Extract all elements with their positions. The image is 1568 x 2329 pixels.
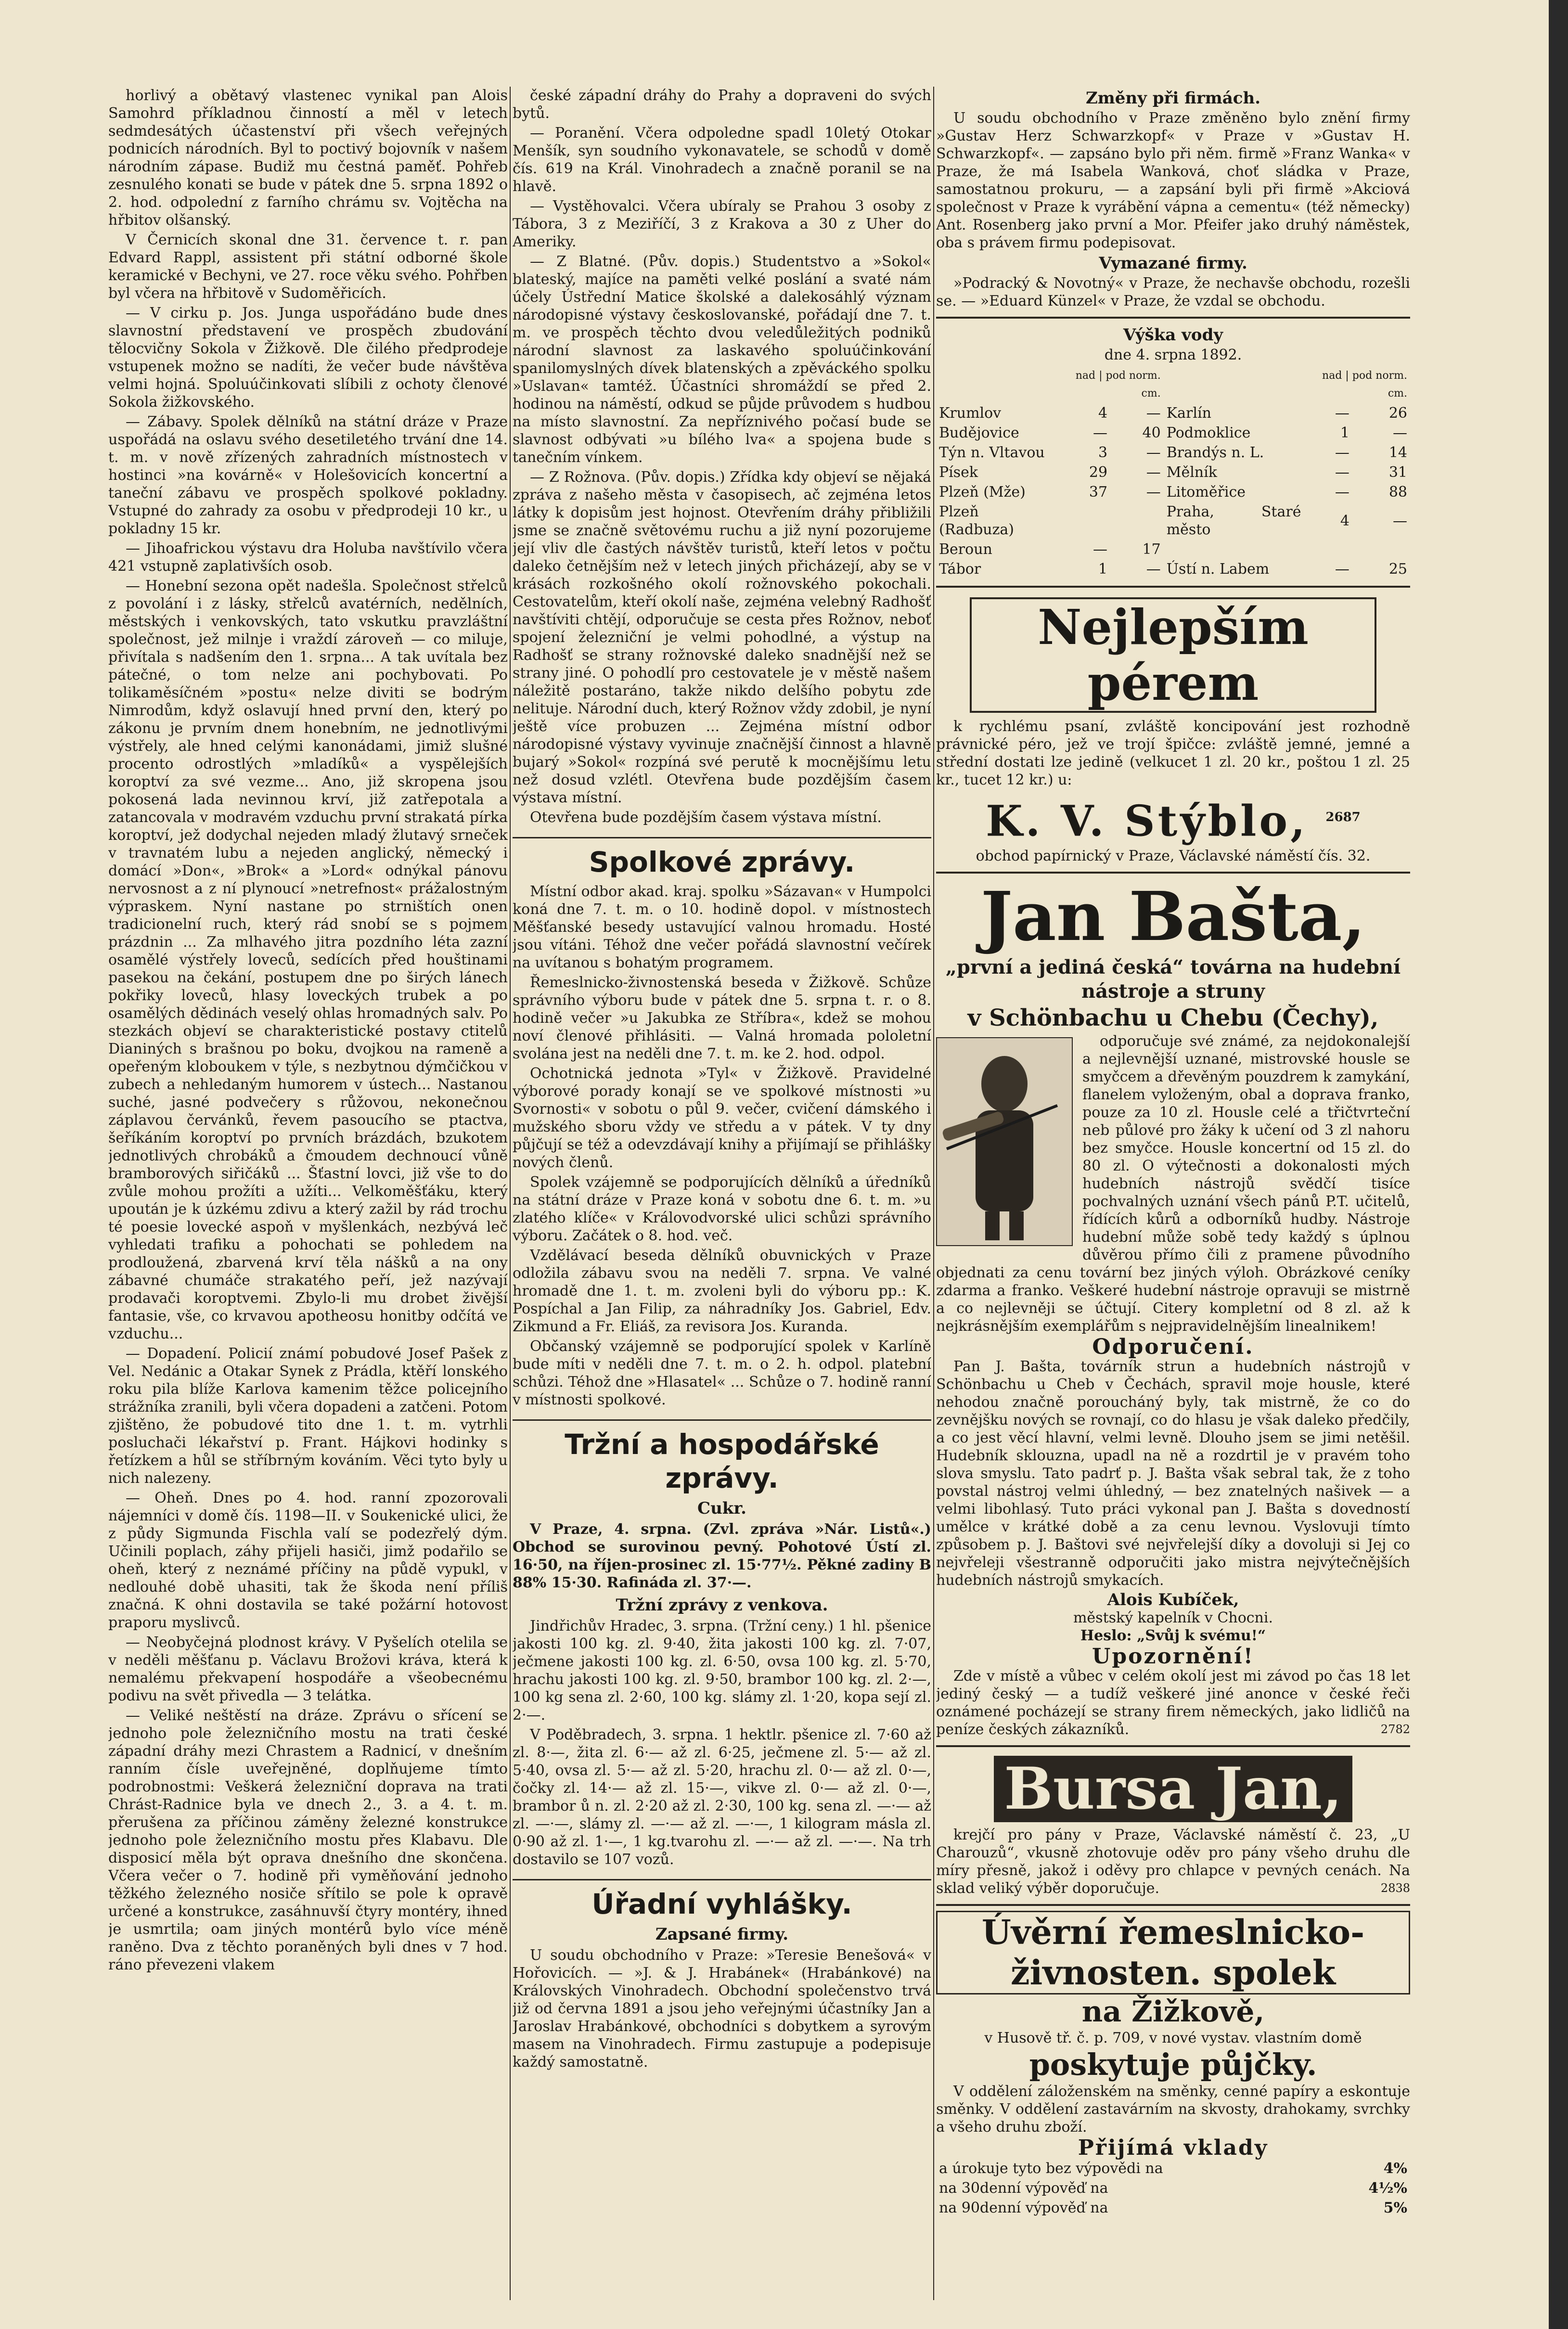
table-cell xyxy=(1304,540,1352,559)
table-cell: 1 xyxy=(1098,561,1108,578)
table-cell xyxy=(1164,540,1304,559)
table-cell: 1 xyxy=(1340,425,1350,441)
section-heading-uradni: Úřadní vyhlášky. xyxy=(513,1879,931,1921)
table-row xyxy=(936,423,1410,443)
table-cell: Budějovice xyxy=(939,425,1019,441)
signature-name: Alois Kubíček, xyxy=(1107,1590,1239,1610)
ad-nejlepsim-perem xyxy=(936,586,1410,865)
table-cell: 31 xyxy=(1388,464,1407,481)
table-cell xyxy=(1110,502,1164,540)
heading-odporuceni: Odporučení. xyxy=(1092,1335,1254,1360)
table-cell: Krumlov xyxy=(939,405,1002,422)
table-cell: — xyxy=(1335,484,1350,501)
table-row xyxy=(936,403,1410,423)
paragraph: — Vystěhovalci. Včera ubíraly se Prahou 3 osoby z Tábora, 3 z Meziříčí, 3 z Krakova a 30 z Uher do Ameriky. xyxy=(513,198,931,250)
table-cell: — xyxy=(1335,464,1350,481)
table-cell: Týn n. Vltavou xyxy=(939,444,1045,461)
table-cell: 26 xyxy=(1388,405,1407,422)
column-header: nad | pod norm. cm. xyxy=(1322,370,1407,399)
deposits-table xyxy=(936,2159,1410,2218)
table-cell: 40 xyxy=(1142,425,1161,441)
water-level-table xyxy=(936,366,1410,579)
table-cell: — xyxy=(1335,561,1350,578)
table-cell: 5% xyxy=(1383,2200,1407,2217)
table-cell: — xyxy=(1393,512,1407,529)
table-cell: Podmoklice xyxy=(1166,425,1251,441)
table-row xyxy=(936,502,1410,540)
table-cell: — xyxy=(1146,561,1161,578)
ad-location: na Žižkově, xyxy=(1081,1995,1265,2029)
paragraph: Jindřichův Hradec, 3. srpna. (Tržní ceny.) 1 hl. pšenice jakosti 100 kg. zl. 9·40, žita jakosti 100 kg. zl. 7·07, ječmene jakosti 100 kg. zl. 6·50, ovsa 100 kg. zl. 5·70, hrachu jakosti 100 kg. zl. 9·50, brambor 100 kg. zl. 2·—, 100 kg sena zl. 2·60, 100 kg. slámy zl. 1·20, kopa sejí zl. 2·—. xyxy=(513,1618,931,1724)
water-level-box xyxy=(936,317,1410,579)
table-row xyxy=(936,2178,1410,2198)
table-cell: Beroun xyxy=(939,541,992,558)
paragraph: Místní odbor akad. kraj. spolku »Sázavan« v Humpolci koná dne 7. t. m. o 10. hodině dopol. v místnostech Měšťanské besedy ustavující valnou hromadu. Hosté jsou vítáni. Téhož dne večer pořádá slavnostní večírek na uvítanou s bohatým programem. xyxy=(513,883,931,971)
table-cell: — xyxy=(1093,425,1108,441)
table-row xyxy=(936,2198,1410,2218)
ad-body: krejčí pro pány v Praze, Václavské náměstí č. 23, „U Charouzů“, vkusně zhotovuje oděv pro pány všeho druhu dle míry přesně, jakož i oděvy pro chlapce v pevných cenách. Na sklad veliký výběr doporučuje. xyxy=(936,1827,1410,1897)
table-cell: a úrokuje tyto bez výpovědi na xyxy=(939,2160,1163,2177)
column-rule xyxy=(933,87,934,2300)
ad-company-name xyxy=(936,791,1410,847)
table-cell: 14 xyxy=(1388,444,1407,461)
table-cell: 3 xyxy=(1098,444,1108,461)
table-cell: — xyxy=(1393,425,1407,441)
ad-text: k rychlému psaní, zvláště koncipování jest rozhodně právnické péro, jež ve trojí špičce: zvláště jemné, jemné a střední dostati lze jedině (velkucet 1 zl. 20 kr., poštou 1 zl. 25 kr., tucet 12 kr.) u: xyxy=(936,718,1410,788)
violinist-illustration xyxy=(936,1037,1073,1246)
ad-number: 2782 xyxy=(1380,1723,1410,1737)
ad-uverni-spolek xyxy=(936,1904,1410,2218)
table-cell: 29 xyxy=(1089,464,1108,481)
paragraph: — Veliké neštěstí na dráze. Zprávu o sřícení se jednoho pole železničního mostu na trati české západní dráhy mezi Chrastem a Radnicí, v dnešním ranním čísle uveřejněné, doplňujeme tímto podrobnostmi: Veškerá železniční doprava na trati Chrást-Radnice byla ve dnech 2., 3. a 4. t. m. přerušena za příčinou záměny železné konstrukce jednoho pole železničního mostu přes Klabavu. Dle disposicí měla být oprava dnešního dne skončena. Včera večer o 7. hodině při vyměňování jednoho těžkého železného nosiče sřítilo se pole k opravě určené a konstrukce, zasáhnuvší čtyry montéry, ihned je usmrtila; oam jiných montérů bylo více méně raněno. Dva z těchto poraněných byli dnes v 7 hod. ráno převezeni vlakem xyxy=(108,1707,508,1973)
table-cell: — xyxy=(1146,464,1161,481)
paragraph: české západní dráhy do Prahy a dopraveni do svých bytů. xyxy=(513,87,931,122)
paragraph: V Černicích skonal dne 31. července t. r. pan Edvard Rappl, assistent při státní odborné škole keramické v Bechyni, ve 27. roce věku svého. Pohřben byl včera na hřbitově v Sudoměřicích. xyxy=(108,232,508,302)
paragraph: V Poděbradech, 3. srpna. 1 hektlr. pšenice zl. 7·60 až zl. 8·—, žita zl. 6·— až zl. 6·25, ječmene zl. 5·— až zl. 5·40, ovsa zl. 5·— až zl. 5·20, hrachu zl. 0·— až zl. 0·—, čočky zl. 14·— až zl. 15·—, vikve zl. 0·— až zl. 0·—, brambor ů n. zl. 2·20 až zl. 2·30, 100 kg. sena zl. —·— až zl. —·—, slámy zl. —·— až zl. —·—, 1 kilogram másla zl. 0·90 až zl. 1·—, 1 kg.tvarohu zl. —·— až zl. —·—. Na trh dostavilo se 107 vozů. xyxy=(513,1726,931,1868)
paragraph: U soudu obchodního v Praze: »Teresie Benešová« v Hořovicích. — »J. & J. Hrabánek« (Hrabánkové) na Královských Vinohradech. Obchodní společenstvo trvá již od června 1891 a jsou jeho veřejnými účastníky Jan a Jaroslav Hrabánkové, obchodníci s dobytkem a syrovým masem na Vinohradech. Firmu zastupuje a podepisuje každý samostatně. xyxy=(513,1947,931,2071)
paragraph: Vzdělávací beseda dělníků obuvnických v Praze odložila zábavu svou na neděli 7. srpna. Ve valné hromadě dne 1. t. m. zvoleni byli do výboru pp.: K. Pospíchal a Jan Filip, za náhradníky Jos. Gabriel, Edv. Zikmund a Fr. Eliáš, za revisora Jos. Kuranda. xyxy=(513,1247,931,1335)
heading-upozorneni: Upozornění! xyxy=(1092,1644,1254,1669)
ad-address: v Husově tř. č. p. 709, v nové vystav. vlastním domě xyxy=(984,2030,1362,2047)
table-cell: Tábor xyxy=(939,561,981,578)
motto: Heslo: „Svůj k svému!“ xyxy=(1080,1627,1266,1645)
table-cell: Brandýs n. L. xyxy=(1166,444,1264,461)
paragraph: — Oheň. Dnes po 4. hod. ranní zpozorovali nájemníci v domě čís. 1198—II. v Soukenické ulici, že z půdy Sigmunda Fischla valí se podezřelý dým. Učinili poplach, záhy přijeli hasiči, jimž podařilo se oheň, který z neznámé příčiny na půdě vypukl, v nedlouhé době uhasiti, tak že škoda není příliš značná. K ohni dostavila se také požární hotovost praporu myslivců. xyxy=(108,1490,508,1631)
table-cell: 88 xyxy=(1388,484,1407,501)
column-3 xyxy=(936,87,1410,2300)
table-cell: Karlín xyxy=(1166,405,1211,422)
table-cell: 4% xyxy=(1383,2160,1407,2177)
paragraph: — Neobyčejná plodnost krávy. V Pyšelích otelila se v neděli měšťanu p. Václavu Brožovi kráva, která k nemalému překvapení hospodáře a všeobecnému podivu na svět přivedla — 3 telátka. xyxy=(108,1634,508,1704)
table-cell: — xyxy=(1335,405,1350,422)
table-cell: Plzeň (Mže) xyxy=(939,484,1026,501)
ad-offer: poskytuje půjčky. xyxy=(1029,2047,1317,2083)
paragraph: — Z Blatné. (Pův. dopis.) Studentstvo a »Sokol« blateský, majíce na paměti velké poslání a svaté nám účely Ústřední Matice školské a dalekosáhlý význam národopisné výstavy českoslovanské, pořádají dne 7. t. m. ve prospěch těchto dvou veledůležitých podniků národní slavnost za laskavého spoluúčinkování spanilomyslných dívek blatenských a zpěváckého spolku »Uslavan« tamtéž. Účastníci shromáždí se před 2. hodinou na náměstí, odkud se půjde průvodem s hudbou na místo slavnostní. Za nepříznivého počasí bude se slavnost odbývati »u bílého lva« a spojena bude s tanečním vínkem. xyxy=(513,253,931,466)
paragraph: — Poranění. Včera odpoledne spadl 10letý Otokar Menšík, syn soudního vykonavatele, se schodů v domě čís. 619 na Král. Vinohradech a značně poranil se na hlavě. xyxy=(513,125,931,195)
table-cell xyxy=(1352,540,1410,559)
table-row xyxy=(936,482,1410,502)
paragraph: — Honební sezona opět nadešla. Společnost střelců z povolání i z lásky, střelců avatérních, nedělních, městských i venkovských, tato vskutku pravzláštní společnost, jež milnje i vraždí zároveň — co miluje, přivítala s nadšením den 1. srpna... A tak uvítala bez pátečné, o tom nelze ani pochybovati. Po tolikaměsíčném »postu« nelze diviti se bodrým Nimrodům, když oslavují hned první den, který po zákonu je prvním dnem honebním, ne jednotlivými výstřely, ale hned celými kanonádami, jimiž slušné procento odrostlých »mladíků« a vyspělejších koroptví za své vezme... Ano, již skropena jsou pokosená lada nevinnou krví, již zatřepotala a zatancovala v modravém vzduchu první strakatá pírka koroptví, jež dodychal nejeden mladý žlutavý srneček v travnatém lubu a nejeden anglický, německý i domácí »Don«, »Brok« a »Lord« odnýkal pánovu nervosnost a z ní plynoucí »netrefnost« prážalostným výpraskem. Nyní nastane po strništích onen tradicionelní ruch, který rád snobí se s pojmem prázdnin ... Za mlhavého jitra pozdního léta zazní osamělé výstřely loveců, sedících před houštinami pasekou na čekání, postupem dne po širých lánech pokřiky loveců, hlasy loveckých trubek a po osamělých dědinách veselý ohlas hromadných salv. Po stezkách objeví se charakteristické postavy ctitelů Dianiných s brašnou po boku, dvojkou na rameně a opeřeným kloboukem v týle, s nezbytnou dýmčičkou v zubech a nehledaným humorem v ústech... Nastanou suché, jasné podvečery s růžovou, nekonečnou záplavou červánků, řevem pasoucího se ptactva, šeříkáním koroptví po prvních brázdách, bzukotem jednotlivých chrobáků a čmoudem dechnoucí vůně bramborových siřičáků ... Šťastní lovci, již vše to do zvůle mohou prožíti a užíti... Velkoměšťáku, který upoután je k úzkému zdivu a který zažil by rád trochu té poesie lovecké aspoň v myšlenkách, nezbývá leč vyhledati trafiku a pohochati se pohledem na prodloužená, zbarvená krví těla nášků a na ony zábavné chumáče strakatého peří, jež nazývají prodavači koroptvemi. Zbylo-li mu drobet živější fantasie, vše, co krvavou apotheosu honitby odčítá ve vzduchu... xyxy=(108,578,508,1342)
subheading-zapsane: Zapsané firmy. xyxy=(655,1925,789,1944)
ad-headline: Nejlepším pérem xyxy=(970,597,1376,713)
paragraph: V Praze, 4. srpna. (Zvl. zpráva »Nár. Listů«.) Obchod se surovinou pevný. Pohotové Ústí zl. 16·50, na říjen-prosinec zl. 15·77½. Pěkné zadiny B 88% 15·30. Rafináda zl. 37·—. xyxy=(513,1521,931,1591)
water-level-date: dne 4. srpna 1892. xyxy=(1104,347,1242,363)
ad-bursa-jan xyxy=(936,1745,1410,1897)
heading-vklady: Přijímá vklady xyxy=(1078,2136,1269,2161)
paragraph: — Jihoafrickou výstavu dra Holuba navštívilo včera 421 vstupně zaplativších osob. xyxy=(108,540,508,575)
paragraph: — Zábavy. Spolek dělníků na státní dráze v Praze uspořádá na oslavu svého desetiletého trvání dne 14. t. m. v nově zřízených zahradních místnostech v hostinci »na kovárně« v Holešovicích koncertní a taneční zábavu ve prospěch spolkové pokladny. Vstupné do zahrady za osobu v předprodeji 10 kr., u pokladny 15 kr. xyxy=(108,413,508,537)
table-cell: 4½% xyxy=(1368,2180,1407,2197)
table-cell: — xyxy=(1146,405,1161,422)
ad-jan-basta xyxy=(936,872,1410,1738)
paragraph: U soudu obchodního v Praze změněno bylo znění firmy »Gustav Herz Schwarzkopf« v Praze v »Gustav H. Schwarzkopf«. — zapsáno bylo při něm. firmě »Franz Wanka« v Praze, že má Isabela Wanková, choť sládka v Praze, samostatnou prokuru, — a zapsání byli při firmě »Akciová společnost v Praze k vyrábění vápna a cementu« (též německy) Ant. Rosenberg jako první a Mor. Pfeifer jako druhý náměstek, oba s právem firmu podepisovat. xyxy=(936,110,1410,251)
paragraph: — Z Rožnova. (Pův. dopis.) Zřídka kdy objeví se nějaká zpráva z našeho města v časopisech, ač zejména letos látky k dopisům jest hojnost. Otevřením dráhy přibližili jsme se značně světovému ruchu a již nyní pozorujeme její vliv dle častých návštěv turistů, kteří letos v počtu daleko četnějším než v letech jiných přicházejí, aby se v krásách rozkošného okolí rožnovského pokochali. Cestovatelům, kteří okolí naše, zejména velebný Radhošť navštíviti chtějí, odporučuje se cesta přes Rožnov, neboť spojení železniční je velmi pohodlné, a výstup na Radhošť se strany rožnovské daleko snadnější než se strany jiné. O pohodlí pro cestovatele je v městě našem náležitě postaráno, takže nikdo delšího pobytu zde nelituje. Národní duch, který Rožnov vždy zdobil, je nyní ještě více probuzen ... Zejména místní odbor národopisné výstavy vyvinuje značnější činnost a hlavně bujarý »Sokol« rozpíná své perutě k mocnějšímu letu než dosud vzlétl. Otevřena bude pozdějším časem výstava místní. xyxy=(513,469,931,806)
table-cell: — xyxy=(1093,541,1108,558)
table-cell: Praha, Staré město xyxy=(1166,503,1301,538)
table-cell xyxy=(1057,502,1110,540)
table-row xyxy=(936,443,1410,463)
table-cell: Plzeň (Radbuza) xyxy=(939,503,1014,538)
table-cell: Mělník xyxy=(1166,464,1217,481)
table-cell: na 30denní výpověď na xyxy=(939,2180,1108,2197)
ad-number: 2687 xyxy=(1325,810,1361,824)
page-edge xyxy=(1549,0,1568,2329)
table-row xyxy=(936,463,1410,482)
table-row xyxy=(936,559,1410,579)
table-cell: — xyxy=(1146,444,1161,461)
column-header: nad | pod norm. cm. xyxy=(1075,370,1161,399)
signature-title: městský kapelník v Chocni. xyxy=(1073,1609,1273,1627)
subheading-cukr: Cukr. xyxy=(697,1499,746,1518)
ad-text: odporučuje své známé, za nejdokonalejší a nejlevnější uznané, mistrovské housle se smyčcem a dřevěným pouzdrem k zamykání, flanelem vyloženým, obal a doprava franko, pouze za 10 zl. Housle celé a třičtvrteční neb půlové pro žáky k učení od 3 zl nahoru bez smyčce. Housle koncertní od 15 zl. do 80 zl. O výtečnosti a dokonalosti mých hudebních nástrojů svědčí tisíce pochvalných uznání všech pánů P.T. učitelů, řídících kůrů a odborníků hudby. Nástroje hudební může sobě tedy každý s úplnou důvěrou přímo čili z pramene původního objednati za cenu tovární bez jiných výloh. Obrázkové ceníky zdarma a franko. Veškeré hudební nástroje opravuji se mistrně a co nejlevněji se účtují. Citery kompletní od 8 zl. až k nejkrásnějším exemplářům s nejpravidelnějším linealnikem! xyxy=(936,1033,1410,1335)
column-2 xyxy=(513,87,931,2300)
paragraph: horlivý a obětavý vlastenec vynikal pan Alois Samohrd příkladnou činností a měl v letech sedmdesátých účastenství při všech veřejných podnicích národních. Byl to poctivý bojovník v našem národním zápase. Budiž mu čestná paměť. Pohřeb zesnulého konati se bude v pátek dne 5. srpna 1892 o 2. hod. odpolední z farního chrámu sv. Vojtěcha na hřbitov olšanský. xyxy=(108,87,508,229)
table-row xyxy=(936,2159,1410,2178)
ad-text: Pan J. Bašta, továrník strun a hudebních nástrojů v Schönbachu u Cheb v Čechách, spravil moje housle, které nehodou značně poroucháný byly, tak mistrně, že co do zevnějšku nových se rovnají, co do hlasu je však daleko předčily, a co jest věcí hlavní, velmi levně. Dlouho jsem se jimi netěšil. Hudebník sklouzna, upadl na ně a rozdrtil je v pravém toho slova smyslu. Tato padrť p. J. Bašta však sebral tak, že z toho povstal nástroj velmi úhledný, — bez znatelných našivek — a velmi libohlasý. Tuto práci vykonal pan J. Bašta s dovedností umělce v krátké době a za cenu levnou. Vyslovuji tímto způsobem p. J. Baštovi své nejvřelejší díky a dovoluji si Jej co nejvřeleji všestranně odporučiti jako mistra nejvýtečnějších hudebních nástrojů smykacích. xyxy=(936,1358,1410,1589)
ad-headline: Úvěrní řemeslnicko-živnosten. spolek xyxy=(936,1911,1410,1994)
heading-vymazane: Vymazané firmy. xyxy=(1099,254,1247,273)
ad-number: 2838 xyxy=(1380,1881,1410,1895)
column-rule xyxy=(510,87,511,2300)
table-cell: 17 xyxy=(1142,541,1161,558)
table-row xyxy=(936,540,1410,559)
column-1 xyxy=(108,87,508,2300)
ad-headline: Bursa Jan, xyxy=(994,1756,1352,1822)
paragraph: Řemeslnicko-živnostenská beseda v Žižkově. Schůze správního výboru bude v pátek dne 5. srpna t. r. o 8. hodině večer »u Jakubka ze Stříbra«, kdež se mohou noví členové přihlásiti. — Valná hromada pololetní svolána jest na neděli dne 7. t. m. ke 2. hod. odpol. xyxy=(513,974,931,1062)
paragraph: Ochotnická jednota »Tyl« v Žižkově. Pravidelné výborové porady konají se ve spolkové místnosti »u Svornosti« v sobotu o půl 9. večer, cvičení dámského i mužského sboru vždy ve středu a v pátek. V ty dny půjčují se též a odevzdávají knihy a přijímají se přihlášky nových členů. xyxy=(513,1065,931,1171)
paragraph: Spolek vzájemně se podporujících dělníků a úředníků na státní dráze v Praze koná v sobotu dne 6. t. m. »u zlatého klíče« v Královodvorské ulici schůzi správního výboru. Začátek o 8. hod. več. xyxy=(513,1174,931,1244)
ad-text xyxy=(936,1667,1410,1738)
table-cell: 37 xyxy=(1089,484,1108,501)
section-heading-trzni: Tržní a hospodářské zprávy. xyxy=(513,1419,931,1495)
paragraph: Otevřena bude pozdějším časem výstava místní. xyxy=(530,809,882,826)
ad-text xyxy=(936,1826,1410,1897)
paragraph: Občanský vzájemně se podporující spolek v Karlíně bude míti v neděli dne 7. t. m. o 2. h. odpol. platební schůzi. Téhož dne »Hlasatel« ... Schůze o 7. hodině ranní v místnosti spolkové. xyxy=(513,1338,931,1408)
table-cell: Ústí n. Labem xyxy=(1166,561,1270,578)
table-cell: 4 xyxy=(1098,405,1108,422)
notice-text: Zde v místě a vůbec v celém okolí jest mi závod po čas 18 let jediný český — a tudíž veškeré jiné anonce v české řeči oznámené pocházejí se strany firem německých, jako lidličů na peníze českých zákazníků. xyxy=(936,1668,1410,1738)
paragraph: — Dopadení. Policií známí pobudové Josef Pašek z Vel. Nedánic a Otakar Synek z Prádla, ktěří lonského roku pila blíže Karlova kamenim těžce policejního strážníka zranili, byli včera dopadeni a zatčeni. Potom zjištěno, že pobudové tito dne 1. t. m. vytrhli posluchači lékařství p. Frant. Hájkovi hodinky s řetízkem a hůl se stříbrným kováním. Věci tyto byly u nich nalezeny. xyxy=(108,1345,508,1487)
heading-zmeny: Změny při firmách. xyxy=(1085,89,1261,108)
table-cell: na 90denní výpověď na xyxy=(939,2200,1108,2217)
subheading-venkov: Tržní zprávy z venkova. xyxy=(616,1596,828,1615)
table-cell: 4 xyxy=(1340,512,1350,529)
ad-headline: Jan Bašta, xyxy=(980,877,1366,957)
ad-address: obchod papírnický v Praze, Václavské náměstí čís. 32. xyxy=(976,848,1371,865)
table-cell: 25 xyxy=(1388,561,1407,578)
company-name: K. V. Stýblo, xyxy=(986,796,1308,846)
paragraph: »Podracký & Novotný« v Praze, že nechavše obchodu, rozešli se. — »Eduard Künzel« v Praze, že vzdal se obchodu. xyxy=(936,275,1410,309)
table-cell: — xyxy=(1146,484,1161,501)
ad-subheading: v Schönbachu u Chebu (Čechy), xyxy=(967,1004,1379,1032)
paragraph: — V cirku p. Jos. Junga uspořádáno bude dnes slavnostní představení ve prospěch zbudování tělocvičny Sokola v Žižkově. Dle čilého předprodeje vstupenek možno se nadíti, že večer bude návštěva velmi hojná. Spoluúčinkovati slíbili z ochoty členové Sokola žižkovského. xyxy=(108,305,508,411)
table-cell: — xyxy=(1335,444,1350,461)
table-cell: Písek xyxy=(939,464,978,481)
heading-vyska-vody: Výška vody xyxy=(1123,325,1223,345)
section-heading-spolkove: Spolkové zprávy. xyxy=(513,837,931,879)
ad-text: V oddělení záloženském na směnky, cenné papíry a eskontuje směnky. V oddělení zastavárním na skvosty, drahokamy, svrchky a všeho druhu zboží. xyxy=(936,2083,1410,2136)
violinist-image xyxy=(937,1038,1072,1245)
table-cell: Litoměřice xyxy=(1166,484,1246,501)
ad-subheading: „první a jediná česká“ továrna na hudební nástroje a struny xyxy=(945,956,1401,1003)
